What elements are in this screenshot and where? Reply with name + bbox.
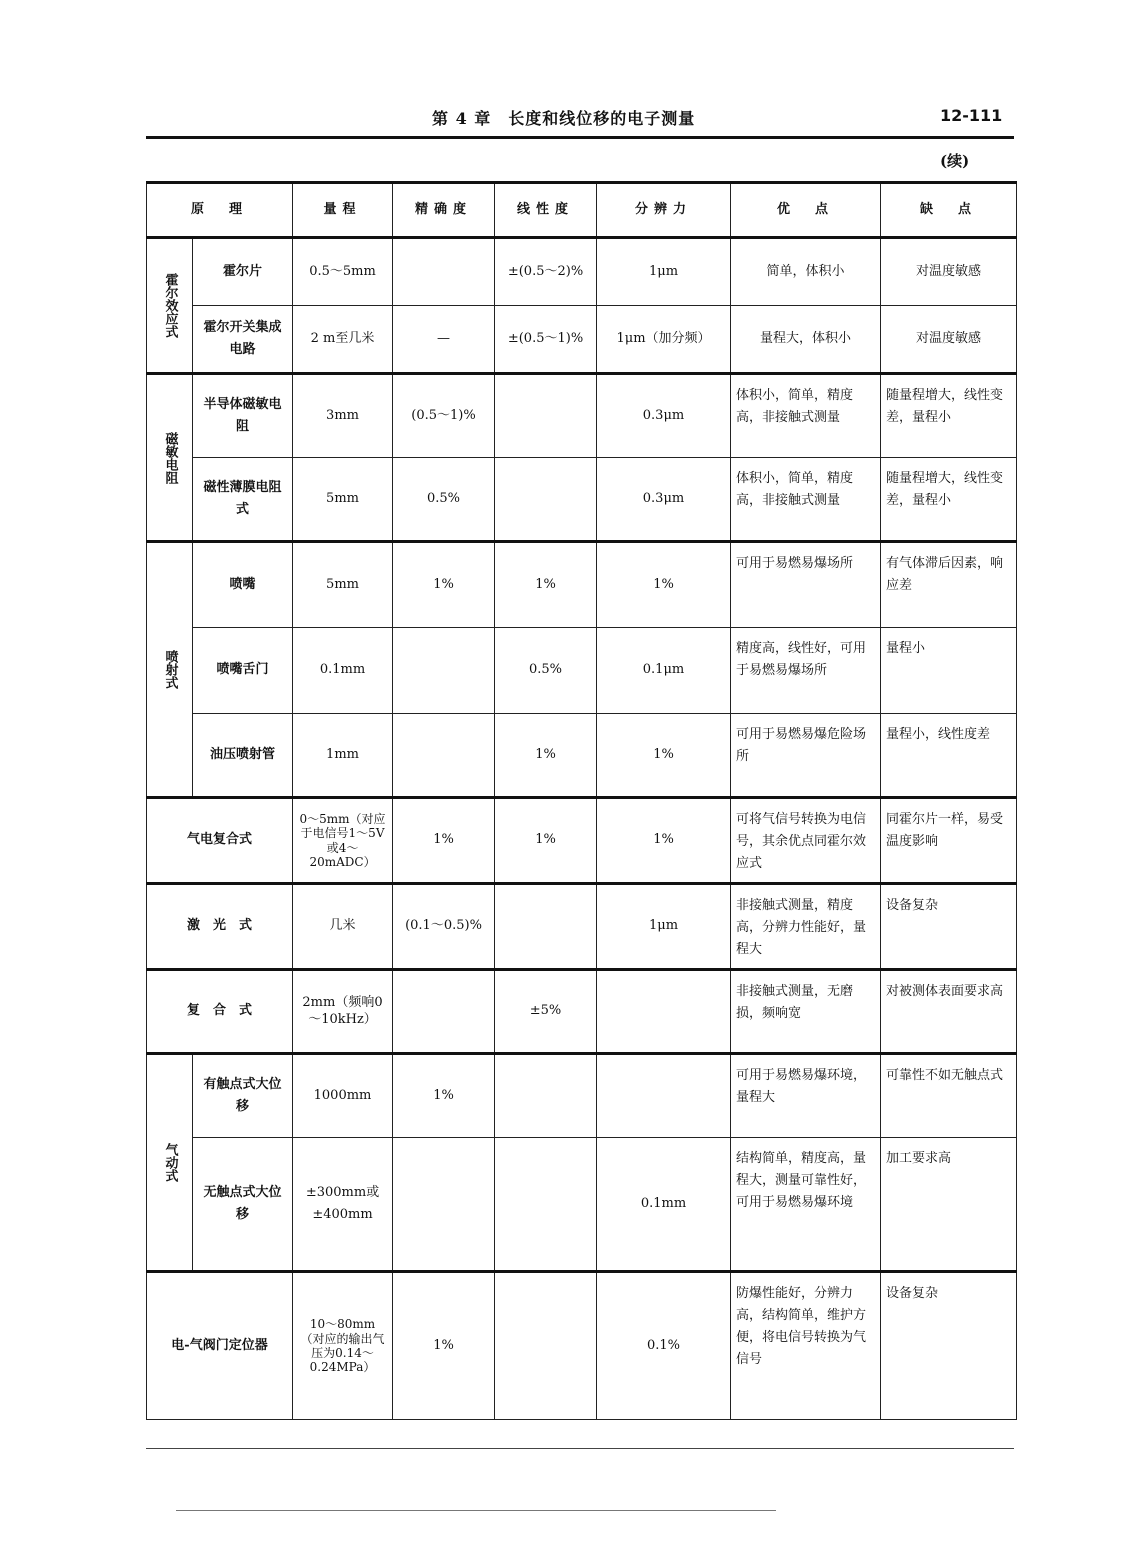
cell-pros: 防爆性能好，分辨力高，结构简单，维护方便，将电信号转换为气信号 (731, 1272, 881, 1420)
cell-pros: 可用于易燃易爆危险场所 (731, 714, 881, 798)
cell-resolution: 0.1% (597, 1272, 731, 1420)
cell-linearity (495, 1138, 597, 1272)
table-row (147, 374, 1017, 458)
header-rule (146, 136, 1014, 139)
cell-accuracy (393, 628, 495, 714)
cell-accuracy: 0.5% (393, 458, 495, 542)
cell-resolution: 0.1mm (597, 1138, 731, 1272)
cell-cons: 对温度敏感 (881, 238, 1017, 306)
cell-range: 1mm (293, 714, 393, 798)
cell-pros: 可用于易燃易爆环境，量程大 (731, 1054, 881, 1138)
row-sub-label: 无触点式大位移 (193, 1138, 293, 1272)
cell-resolution (597, 970, 731, 1054)
cell-resolution: 1μm (597, 238, 731, 306)
cell-range: 1000mm (293, 1054, 393, 1138)
footer-rule-faint (176, 1510, 776, 1511)
footer-rule (146, 1448, 1014, 1449)
table-row (147, 628, 1017, 714)
cell-range: 10～80mm（对应的输出气压为0.14～0.24MPa） (293, 1272, 393, 1420)
cell-accuracy (393, 970, 495, 1054)
group-jet: 喷射式 (147, 542, 193, 798)
cell-cons: 随量程增大，线性变差，量程小 (881, 458, 1017, 542)
cell-pros: 精度高，线性好，可用于易燃易爆场所 (731, 628, 881, 714)
cell-pros: 可将气信号转换为电信号，其余优点同霍尔效应式 (731, 798, 881, 884)
cell-range: 0.1mm (293, 628, 393, 714)
cell-resolution: 0.3μm (597, 458, 731, 542)
row-sub-label: 霍尔开关集成电路 (193, 306, 293, 374)
row-label-pneu-electric: 气电复合式 (147, 798, 293, 884)
continued-label: (续) (940, 152, 970, 170)
cell-linearity: ±(0.5～2)% (495, 238, 597, 306)
row-sub-label: 半导体磁敏电阻 (193, 374, 293, 458)
cell-accuracy (393, 1138, 495, 1272)
cell-pros: 体积小，简单，精度高，非接触式测量 (731, 458, 881, 542)
row-sub-label: 霍尔片 (193, 238, 293, 306)
cell-range: 几米 (293, 884, 393, 970)
cell-resolution: 1μm (597, 884, 731, 970)
cell-range: 0.5～5mm (293, 238, 393, 306)
cell-resolution: 1μm（加分频） (597, 306, 731, 374)
cell-linearity (495, 1272, 597, 1420)
cell-pros: 简单，体积小 (731, 238, 881, 306)
table-row (147, 714, 1017, 798)
cell-pros: 非接触式测量，精度高，分辨力性能好，量程大 (731, 884, 881, 970)
cell-range: 3mm (293, 374, 393, 458)
col-header-cons: 缺 点 (881, 183, 1017, 238)
table-row (147, 970, 1017, 1054)
cell-pros: 体积小，简单，精度高，非接触式测量 (731, 374, 881, 458)
cell-accuracy: (0.1～0.5)% (393, 884, 495, 970)
cell-accuracy: — (393, 306, 495, 374)
spec-table (146, 181, 1017, 1420)
cell-pros: 结构简单，精度高，量程大，测量可靠性好，可用于易燃易爆环境 (731, 1138, 881, 1272)
table-header-row (147, 183, 1017, 238)
col-header-accuracy: 精确度 (393, 183, 495, 238)
cell-linearity: 1% (495, 798, 597, 884)
col-header-principle: 原 理 (147, 183, 293, 238)
cell-range: ±300mm或±400mm (293, 1138, 393, 1272)
cell-linearity: ±(0.5～1)% (495, 306, 597, 374)
group-pneu: 气动式 (147, 1054, 193, 1272)
cell-range: 5mm (293, 542, 393, 628)
cell-resolution: 1% (597, 542, 731, 628)
cell-cons: 对被测体表面要求高 (881, 970, 1017, 1054)
table-row (147, 458, 1017, 542)
row-sub-label: 喷嘴 (193, 542, 293, 628)
row-sub-label: 喷嘴舌门 (193, 628, 293, 714)
cell-pros: 非接触式测量，无磨损，频响宽 (731, 970, 881, 1054)
table-row (147, 884, 1017, 970)
cell-cons: 对温度敏感 (881, 306, 1017, 374)
cell-linearity (495, 458, 597, 542)
group-magres: 磁敏电阻 (147, 374, 193, 542)
cell-resolution: 0.1μm (597, 628, 731, 714)
cell-cons: 加工要求高 (881, 1138, 1017, 1272)
cell-resolution: 0.3μm (597, 374, 731, 458)
cell-cons: 可靠性不如无触点式 (881, 1054, 1017, 1138)
cell-cons: 量程小 (881, 628, 1017, 714)
cell-range: 2mm（频响0～10kHz） (293, 970, 393, 1054)
cell-linearity: 1% (495, 542, 597, 628)
row-label-composite: 复 合 式 (147, 970, 293, 1054)
cell-pros: 可用于易燃易爆场所 (731, 542, 881, 628)
group-hall: 霍尔效应式 (147, 238, 193, 374)
col-header-linearity: 线性度 (495, 183, 597, 238)
cell-linearity (495, 374, 597, 458)
cell-range: 5mm (293, 458, 393, 542)
cell-linearity: 0.5% (495, 628, 597, 714)
cell-accuracy: 1% (393, 798, 495, 884)
cell-accuracy (393, 714, 495, 798)
row-sub-label: 油压喷射管 (193, 714, 293, 798)
row-label-valve-positioner: 电-气阀门定位器 (147, 1272, 293, 1420)
cell-accuracy: 1% (393, 1054, 495, 1138)
table-row (147, 1138, 1017, 1272)
cell-resolution: 1% (597, 798, 731, 884)
cell-range: 2 m至几米 (293, 306, 393, 374)
cell-cons: 设备复杂 (881, 1272, 1017, 1420)
row-sub-label: 有触点式大位移 (193, 1054, 293, 1138)
table-row (147, 798, 1017, 884)
cell-linearity (495, 1054, 597, 1138)
cell-linearity: ±5% (495, 970, 597, 1054)
table-row (147, 542, 1017, 628)
cell-resolution (597, 1054, 731, 1138)
chapter-title: 第 4 章 长度和线位移的电子测量 (432, 109, 696, 128)
cell-cons: 同霍尔片一样，易受温度影响 (881, 798, 1017, 884)
cell-accuracy: 1% (393, 1272, 495, 1420)
table-row (147, 1272, 1017, 1420)
cell-accuracy (393, 238, 495, 306)
col-header-resolution: 分辨力 (597, 183, 731, 238)
col-header-pros: 优 点 (731, 183, 881, 238)
page-number: 12-111 (940, 106, 1003, 125)
col-header-range: 量程 (293, 183, 393, 238)
cell-cons: 有气体滞后因素，响应差 (881, 542, 1017, 628)
cell-linearity: 1% (495, 714, 597, 798)
cell-accuracy: 1% (393, 542, 495, 628)
cell-range: 0～5mm（对应于电信号1～5V或4～20mADC） (293, 798, 393, 884)
cell-cons: 随量程增大，线性变差，量程小 (881, 374, 1017, 458)
row-sub-label: 磁性薄膜电阻式 (193, 458, 293, 542)
cell-cons: 量程小，线性度差 (881, 714, 1017, 798)
table-row (147, 1054, 1017, 1138)
cell-pros: 量程大，体积小 (731, 306, 881, 374)
table-row (147, 306, 1017, 374)
cell-accuracy: (0.5～1)% (393, 374, 495, 458)
row-label-laser: 激 光 式 (147, 884, 293, 970)
cell-cons: 设备复杂 (881, 884, 1017, 970)
table-row (147, 238, 1017, 306)
cell-linearity (495, 884, 597, 970)
cell-resolution: 1% (597, 714, 731, 798)
